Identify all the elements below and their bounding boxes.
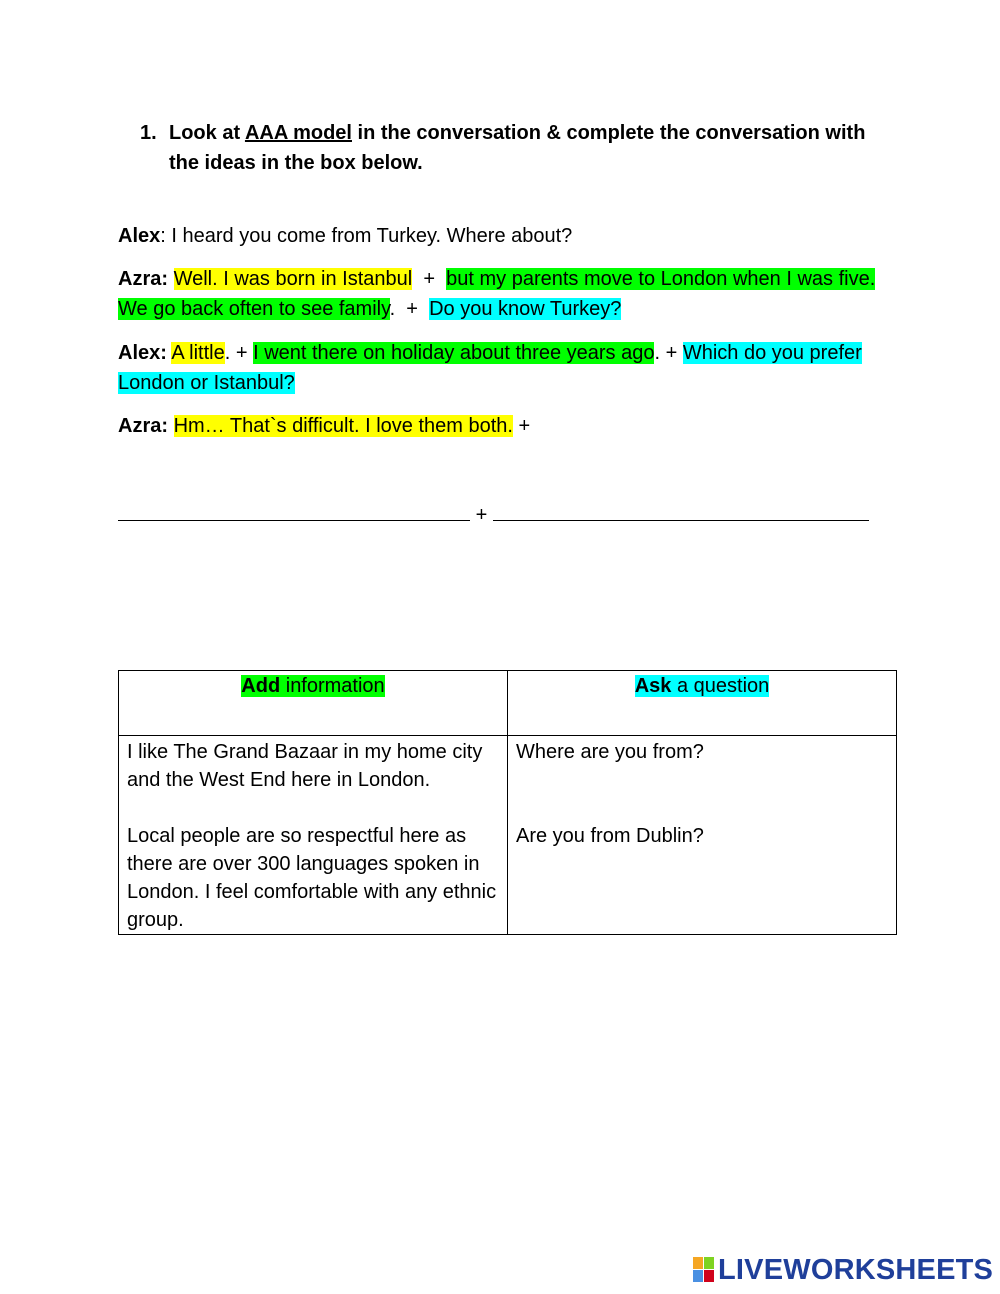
add-idea: I like The Grand Bazaar in my home city and the West End here in London. bbox=[127, 741, 483, 791]
add-idea: Local people are so respectful here as there are over 300 languages spoken in London. I feel comfortable with any ethnic group. bbox=[127, 825, 497, 931]
answer-highlight: A little bbox=[171, 342, 225, 364]
dialogue-line-2: Azra: Well. I was born in Istanbul + but my parents move to London when I was five. We go back often to see family. + Do you know Turkey? bbox=[118, 268, 876, 320]
answer-blank-ask[interactable] bbox=[493, 500, 869, 521]
answer-highlight: Well. I was born in Istanbul bbox=[173, 268, 413, 290]
speaker: Alex bbox=[118, 225, 161, 247]
liveworksheets-logo bbox=[693, 1255, 993, 1285]
add-information-cell bbox=[119, 736, 508, 935]
answer-blank-add[interactable] bbox=[118, 500, 470, 521]
answer-blanks: + bbox=[118, 500, 898, 530]
dialogue-line-3: Alex: A little. + I went there on holiday about three years ago. + Which do you prefer London or Istanbul? bbox=[118, 342, 862, 394]
answer-highlight: Hm… That`s difficult. I love them both. bbox=[173, 415, 513, 437]
header-add-information: Add information bbox=[119, 671, 508, 736]
speaker: Azra: bbox=[118, 268, 169, 290]
liveworksheets-logo-icon bbox=[693, 1257, 715, 1283]
header-ask-question: Ask a question bbox=[508, 671, 897, 736]
ask-idea: Are you from Dublin? bbox=[516, 825, 704, 847]
ask-highlight: Which do you prefer London or Istanbul? bbox=[118, 342, 862, 394]
dialogue-line-1: Alex: I heard you come from Turkey. Where about? bbox=[118, 225, 573, 247]
aaa-model-term: AAA model bbox=[244, 122, 352, 144]
dialogue-line-4: Azra: Hm… That`s difficult. I love them both. + bbox=[118, 415, 531, 437]
speaker: Alex: bbox=[118, 342, 167, 364]
ask-idea: Where are you from? bbox=[516, 741, 704, 763]
add-highlight: but my parents move to London when I was five. We go back often to see family bbox=[118, 268, 876, 320]
speaker: Azra: bbox=[118, 415, 169, 437]
add-highlight: I went there on holiday about three years ago bbox=[253, 342, 655, 364]
ideas-table bbox=[118, 670, 897, 935]
ask-question-cell bbox=[508, 736, 897, 935]
instruction-number: 1. bbox=[140, 122, 157, 144]
instruction-text: Look at AAA model in the conversation & complete the conversation with the ideas in the box below. bbox=[169, 122, 866, 174]
logo-text: LIVEWORKSHEETS bbox=[718, 1253, 994, 1286]
ask-highlight: Do you know Turkey? bbox=[429, 298, 622, 320]
